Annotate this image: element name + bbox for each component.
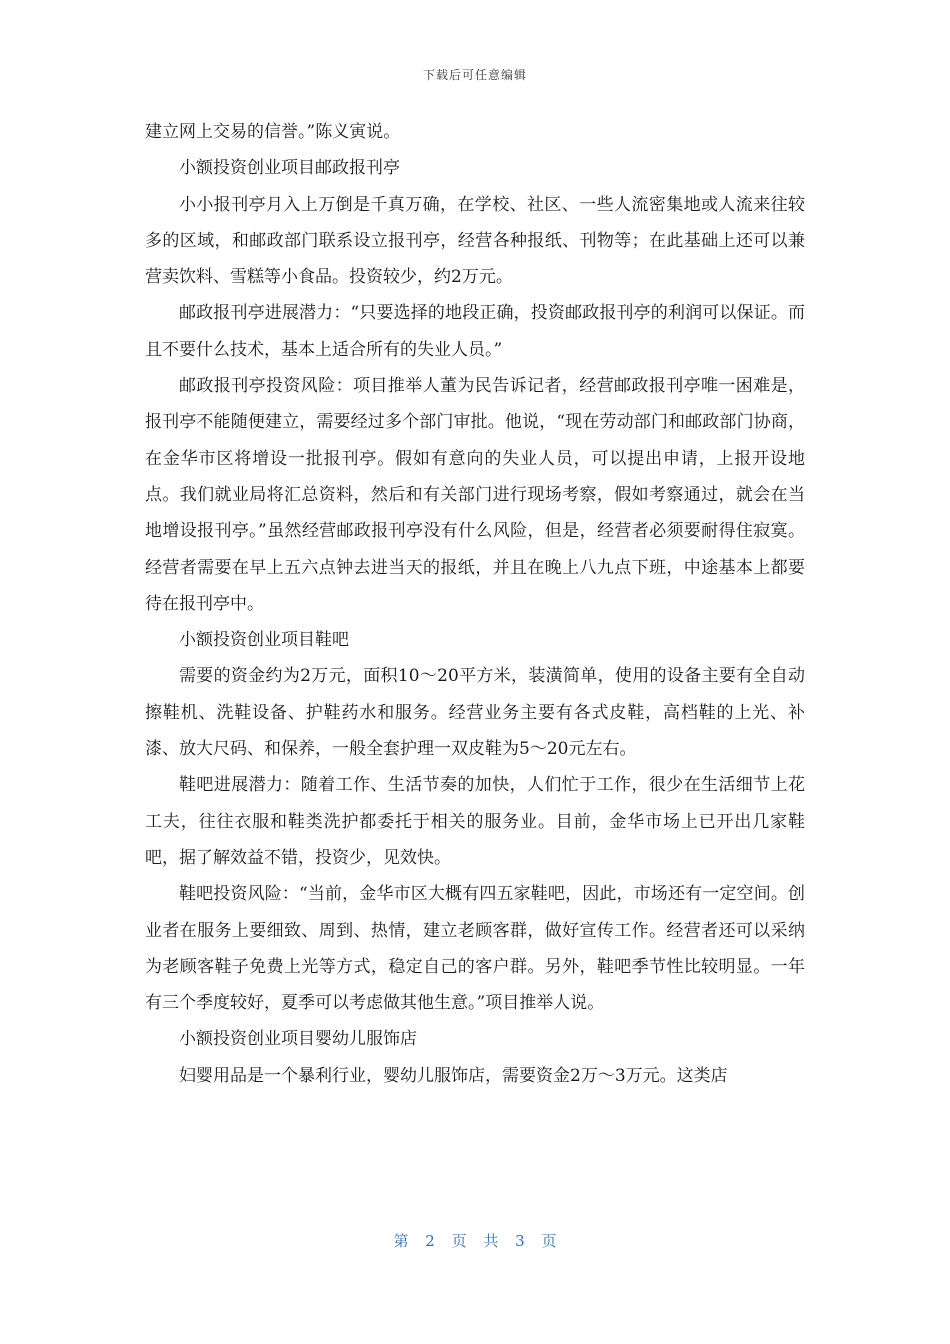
paragraph: 建立网上交易的信誉。”陈义寅说。 bbox=[145, 122, 401, 142]
document-body bbox=[145, 114, 805, 1094]
section-heading: 小额投资创业项目鞋吧 bbox=[179, 630, 349, 651]
paragraph: 鞋吧进展潜力：随着工作、生活节奏的加快，人们忙于工作，很少在生活细节上花工夫，往往衣服和鞋类洗护都委托于相关的服务业。目前，金华市场上已开出几家鞋吧，据了解效益不错，投资少，见效快。 bbox=[145, 775, 805, 868]
page-number-footer: 第 2 页 共 3 页 bbox=[393, 1232, 557, 1250]
paragraph: 邮政报刊亭投资风险：项目推举人董为民告诉记者，经营邮政报刊亭唯一困难是，报刊亭不能随便建立，需要经过多个部门审批。他说，“现在劳动部门和邮政部门协商，在金华市区将增设一批报刊亭。假如有意向的失业人员，可以提出申请，上报开设地点。我们就业局将汇总资料，然后和有关部门进行现场考察，假如考察通过，就会在当地增设报刊亭。”虽然经营邮政报刊亭没有什么风险，但是，经营者必须要耐得住寂寞。经营者需要在早上五六点钟去进当天的报纸，并且在晚上八九点下班，中途基本上都要待在报刊亭中。 bbox=[145, 376, 805, 614]
page-header: 下载后可任意编辑 bbox=[422, 68, 527, 82]
paragraph: 妇婴用品是一个暴利行业，婴幼儿服饰店，需要资金2万～3万元。这类店 bbox=[179, 1065, 728, 1086]
paragraph: 小小报刊亭月入上万倒是千真万确，在学校、社区、一些人流密集地或人流来往较多的区域，和邮政部门联系设立报刊亭，经营各种报纸、刊物等；在此基础上还可以兼营卖饮料、雪糕等小食品。投资较少，约2万元。 bbox=[145, 194, 805, 288]
paragraph: 邮政报刊亭进展潜力：“只要选择的地段正确，投资邮政报刊亭的利润可以保证。而且不要什么技术，基本上适合所有的失业人员。” bbox=[145, 303, 805, 360]
paragraph: 需要的资金约为2万元，面积10～20平方米，装潢简单，使用的设备主要有全自动擦鞋机、洗鞋设备、护鞋药水和服务。经营业务主要有各式皮鞋，高档鞋的上光、补漆、放大尺码、和保养，一般全套护理一双皮鞋为5～20元左右。 bbox=[145, 666, 805, 760]
paragraph: 鞋吧投资风险：“当前，金华市区大概有四五家鞋吧，因此，市场还有一定空间。创业者在服务上要细致、周到、热情，建立老顾客群，做好宣传工作。经营者还可以采纳为老顾客鞋子免费上光等方式，稳定自己的客户群。另外，鞋吧季节性比较明显。一年有三个季度较好，夏季可以考虑做其他生意。”项目推举人说。 bbox=[145, 884, 805, 1014]
section-heading: 小额投资创业项目婴幼儿服饰店 bbox=[179, 1029, 417, 1050]
section-heading: 小额投资创业项目邮政报刊亭 bbox=[179, 158, 400, 179]
